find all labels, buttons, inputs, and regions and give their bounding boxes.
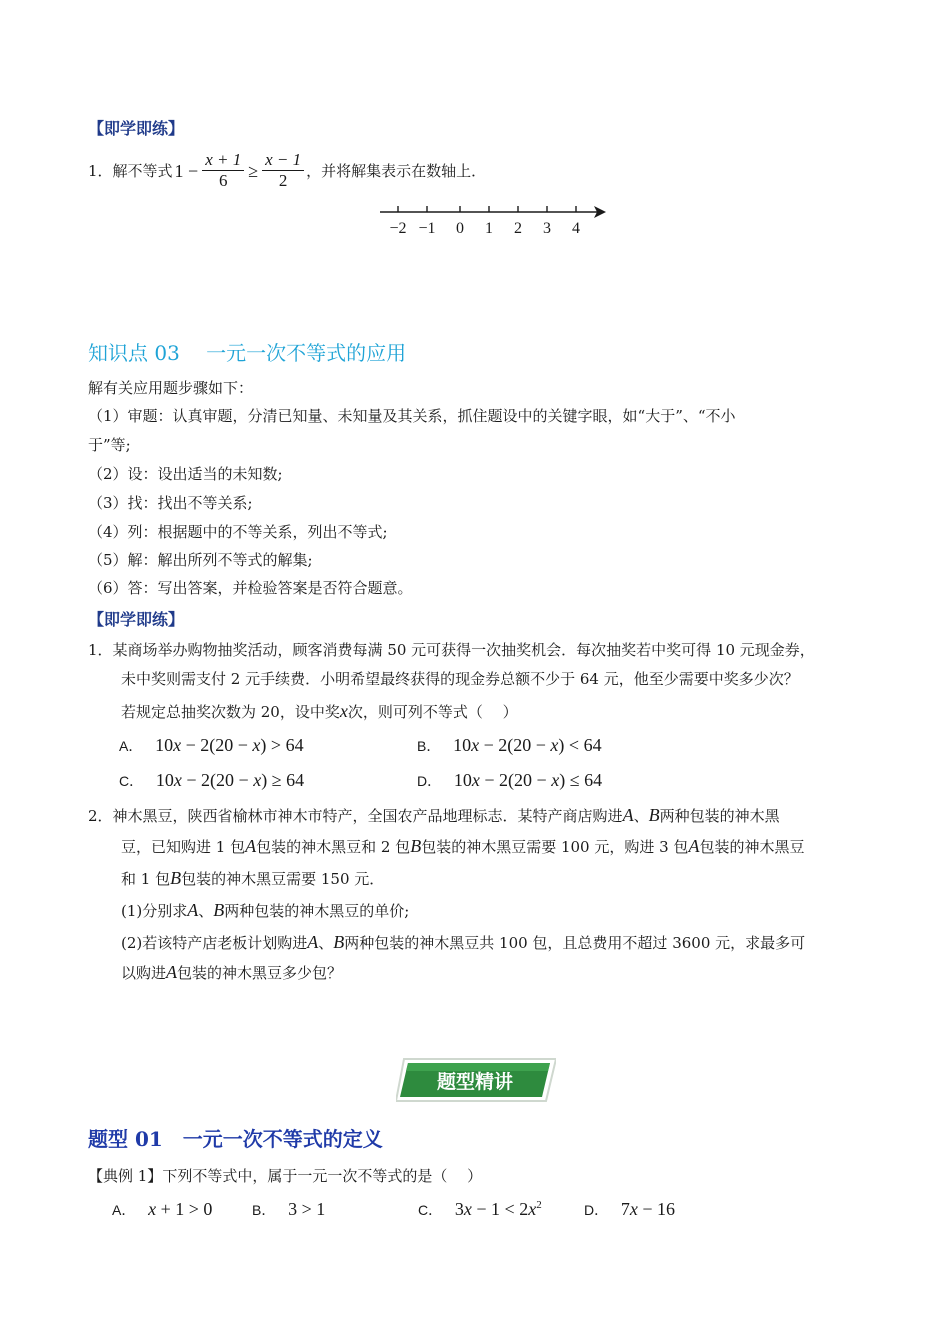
number-line-tick-label: −1 [418,220,436,237]
text: 、 [318,934,334,952]
expr: − 2(20 − [181,770,254,790]
expr: 10 [155,770,174,790]
q-prefix: 1．解不等式 [88,161,173,180]
var-x: x [463,1199,472,1219]
text: 以购进 [121,964,167,982]
expr: − 2(20 − [479,770,552,790]
var-A: A [245,836,257,856]
var-B: B [170,868,182,888]
expr: − 2(20 − [479,735,551,755]
text: 包装的神木黑豆需要 100 元，购进 3 包 [421,838,689,856]
text: (2)若该特产店老板计划购进 [121,934,308,952]
q-suffix: ，并将解集表示在数轴上． [306,161,487,180]
expr: 3 [454,1199,464,1219]
step-6: （6）答：写出答案，并检验答案是否符合题意。 [88,579,413,597]
option-letter: C． [119,773,144,789]
step-5: （5）解：解出所列不等式的解集; [88,551,313,569]
fraction-2-numerator: x − 1 [262,150,304,171]
text: (1)分别求 [121,902,188,920]
option-letter: B． [252,1202,276,1218]
expr: + 1 > 0 [156,1199,213,1219]
text: 两种包装的神木黑豆共 100 包，且总费用不超过 3600 元，求最多可 [344,934,806,952]
number-line-tick-label: 4 [572,220,580,237]
type-option-b[interactable] [252,1199,325,1220]
option-d[interactable] [417,770,602,791]
example-1 [88,1166,482,1186]
type-option-a[interactable] [112,1199,212,1220]
var-x: x [148,1199,157,1219]
var-A: A [688,836,700,856]
var-B: B [333,932,345,952]
practice1-question [88,150,486,192]
ge-sign: ≥ [248,160,259,181]
var-x: x [471,770,480,790]
fraction-1-denominator: 6 [218,171,228,191]
option-b[interactable] [417,735,602,756]
banner-label: 题型精讲 [436,1071,514,1093]
var-A: A [166,962,178,982]
option-letter: B． [417,738,441,754]
text: 豆，已知购进 1 包 [121,838,246,856]
text: 包装的神木黑豆多少包？ [177,964,343,982]
number-line-tick-label: 3 [543,220,551,237]
expr: ) < 64 [558,735,602,755]
number-line-tick-label: 1 [485,220,493,237]
p2-q2-line2 [121,836,804,857]
expr: 10 [453,770,472,790]
expr: ) ≤ 64 [559,770,603,790]
fraction-2 [262,150,304,192]
var-x: x [471,735,480,755]
expr: − 16 [637,1199,676,1219]
var-x: x [173,770,182,790]
step-1b: 于”等; [88,436,131,454]
fraction-1 [202,150,244,192]
type-option-c[interactable] [418,1199,542,1220]
var-B: B [410,836,422,856]
var-x: x [550,735,559,755]
fraction-1-numerator: x + 1 [202,150,244,171]
section-banner [396,1057,556,1103]
var-x: x [339,701,348,721]
var-B: B [648,805,660,825]
expr: − 2(20 − [181,735,253,755]
q-lhs-one: 1 − [174,160,199,181]
example-text: 下列不等式中，属于一元一次不等式的是（ ） [162,1167,483,1185]
var-x: x [252,735,261,755]
steps-intro: 解有关应用题步骤如下： [88,379,254,397]
text: 、 [198,902,214,920]
var-x: x [528,1199,537,1219]
option-letter: C． [418,1202,443,1218]
p2-q2-sub3 [121,962,342,983]
expr: 10 [155,735,174,755]
step-2: （2）设：设出适当的未知数; [88,465,283,483]
option-letter: A． [119,738,143,754]
step-1a: （1）审题：认真审题，分清已知量、未知量及其关系，抓住题设中的关键字眼，如“大于”、“不小 [88,407,736,425]
text: 两种包装的神木黑豆的单价; [224,902,410,920]
p2-q2-sub2 [121,932,805,953]
number-line-tick-label: 2 [514,220,522,237]
number-line-tick-label: −2 [389,220,407,237]
number-line [376,200,612,240]
expr: ) ≥ 64 [261,770,305,790]
type-title: 题型 01 一元一次不等式的定义 [88,1127,383,1151]
p2-q2-line3 [121,868,384,889]
p2-q1-line3 [121,701,518,722]
p2-q1-line1: 1．某商场举办购物抽奖活动，顾客消费每满 50 元可获得一次抽奖机会．每次抽奖若中奖可得 10 元现金券， [88,641,815,659]
step-3: （3）找：找出不等关系; [88,494,253,512]
section-title: 知识点 03 一元一次不等式的应用 [88,341,407,365]
text: 2．神木黑豆，陕西省榆林市神木市特产，全国农产品地理标志．某特产商店购进 [88,807,623,825]
text: 若规定总抽奖次数为 20，设中奖 [121,703,340,721]
var-x: x [253,770,262,790]
text: 包装的神木黑豆 [699,838,805,856]
var-x: x [629,1199,638,1219]
p2-q2-sub1 [121,900,409,921]
expr: 7 [620,1199,630,1219]
var-A: A [187,900,199,920]
text: 次，则可列不等式（ ） [347,703,518,721]
text: 包装的神木黑豆和 2 包 [256,838,411,856]
var-A: A [622,805,634,825]
option-a[interactable] [119,735,304,756]
type-option-d[interactable] [584,1199,675,1220]
var-x: x [173,735,182,755]
expr: 3 > 1 [288,1199,326,1219]
option-letter: D． [417,773,442,789]
number-line-tick-label: 0 [456,220,464,237]
option-letter: A． [112,1202,136,1218]
expr: ) > 64 [260,735,304,755]
banner-highlight [406,1063,550,1071]
practice-label: 【即学即练】 [88,119,185,138]
var-A: A [307,932,319,952]
var-x: x [551,770,560,790]
text: 包装的神木黑豆需要 150 元． [181,870,385,888]
expr: − 1 < 2 [471,1199,529,1219]
example-label: 【典例 1】 [88,1167,163,1185]
p2-q2-line1 [88,805,780,826]
fraction-2-denominator: 2 [278,171,288,191]
p2-q1-line2: 未中奖则需支付 2 元手续费．小明希望最终获得的现金券总额不少于 64 元，他至少需要中奖多少次？ [121,670,799,688]
option-letter: D． [584,1202,609,1218]
text: 、 [633,807,649,825]
text: 和 1 包 [121,870,171,888]
text: 两种包装的神木黑 [659,807,780,825]
option-c[interactable] [119,770,304,791]
step-4: （4）列：根据题中的不等关系，列出不等式; [88,523,388,541]
practice-label-2: 【即学即练】 [88,610,185,629]
expr: 10 [453,735,472,755]
exponent: 2 [536,1199,542,1211]
var-B: B [213,900,225,920]
